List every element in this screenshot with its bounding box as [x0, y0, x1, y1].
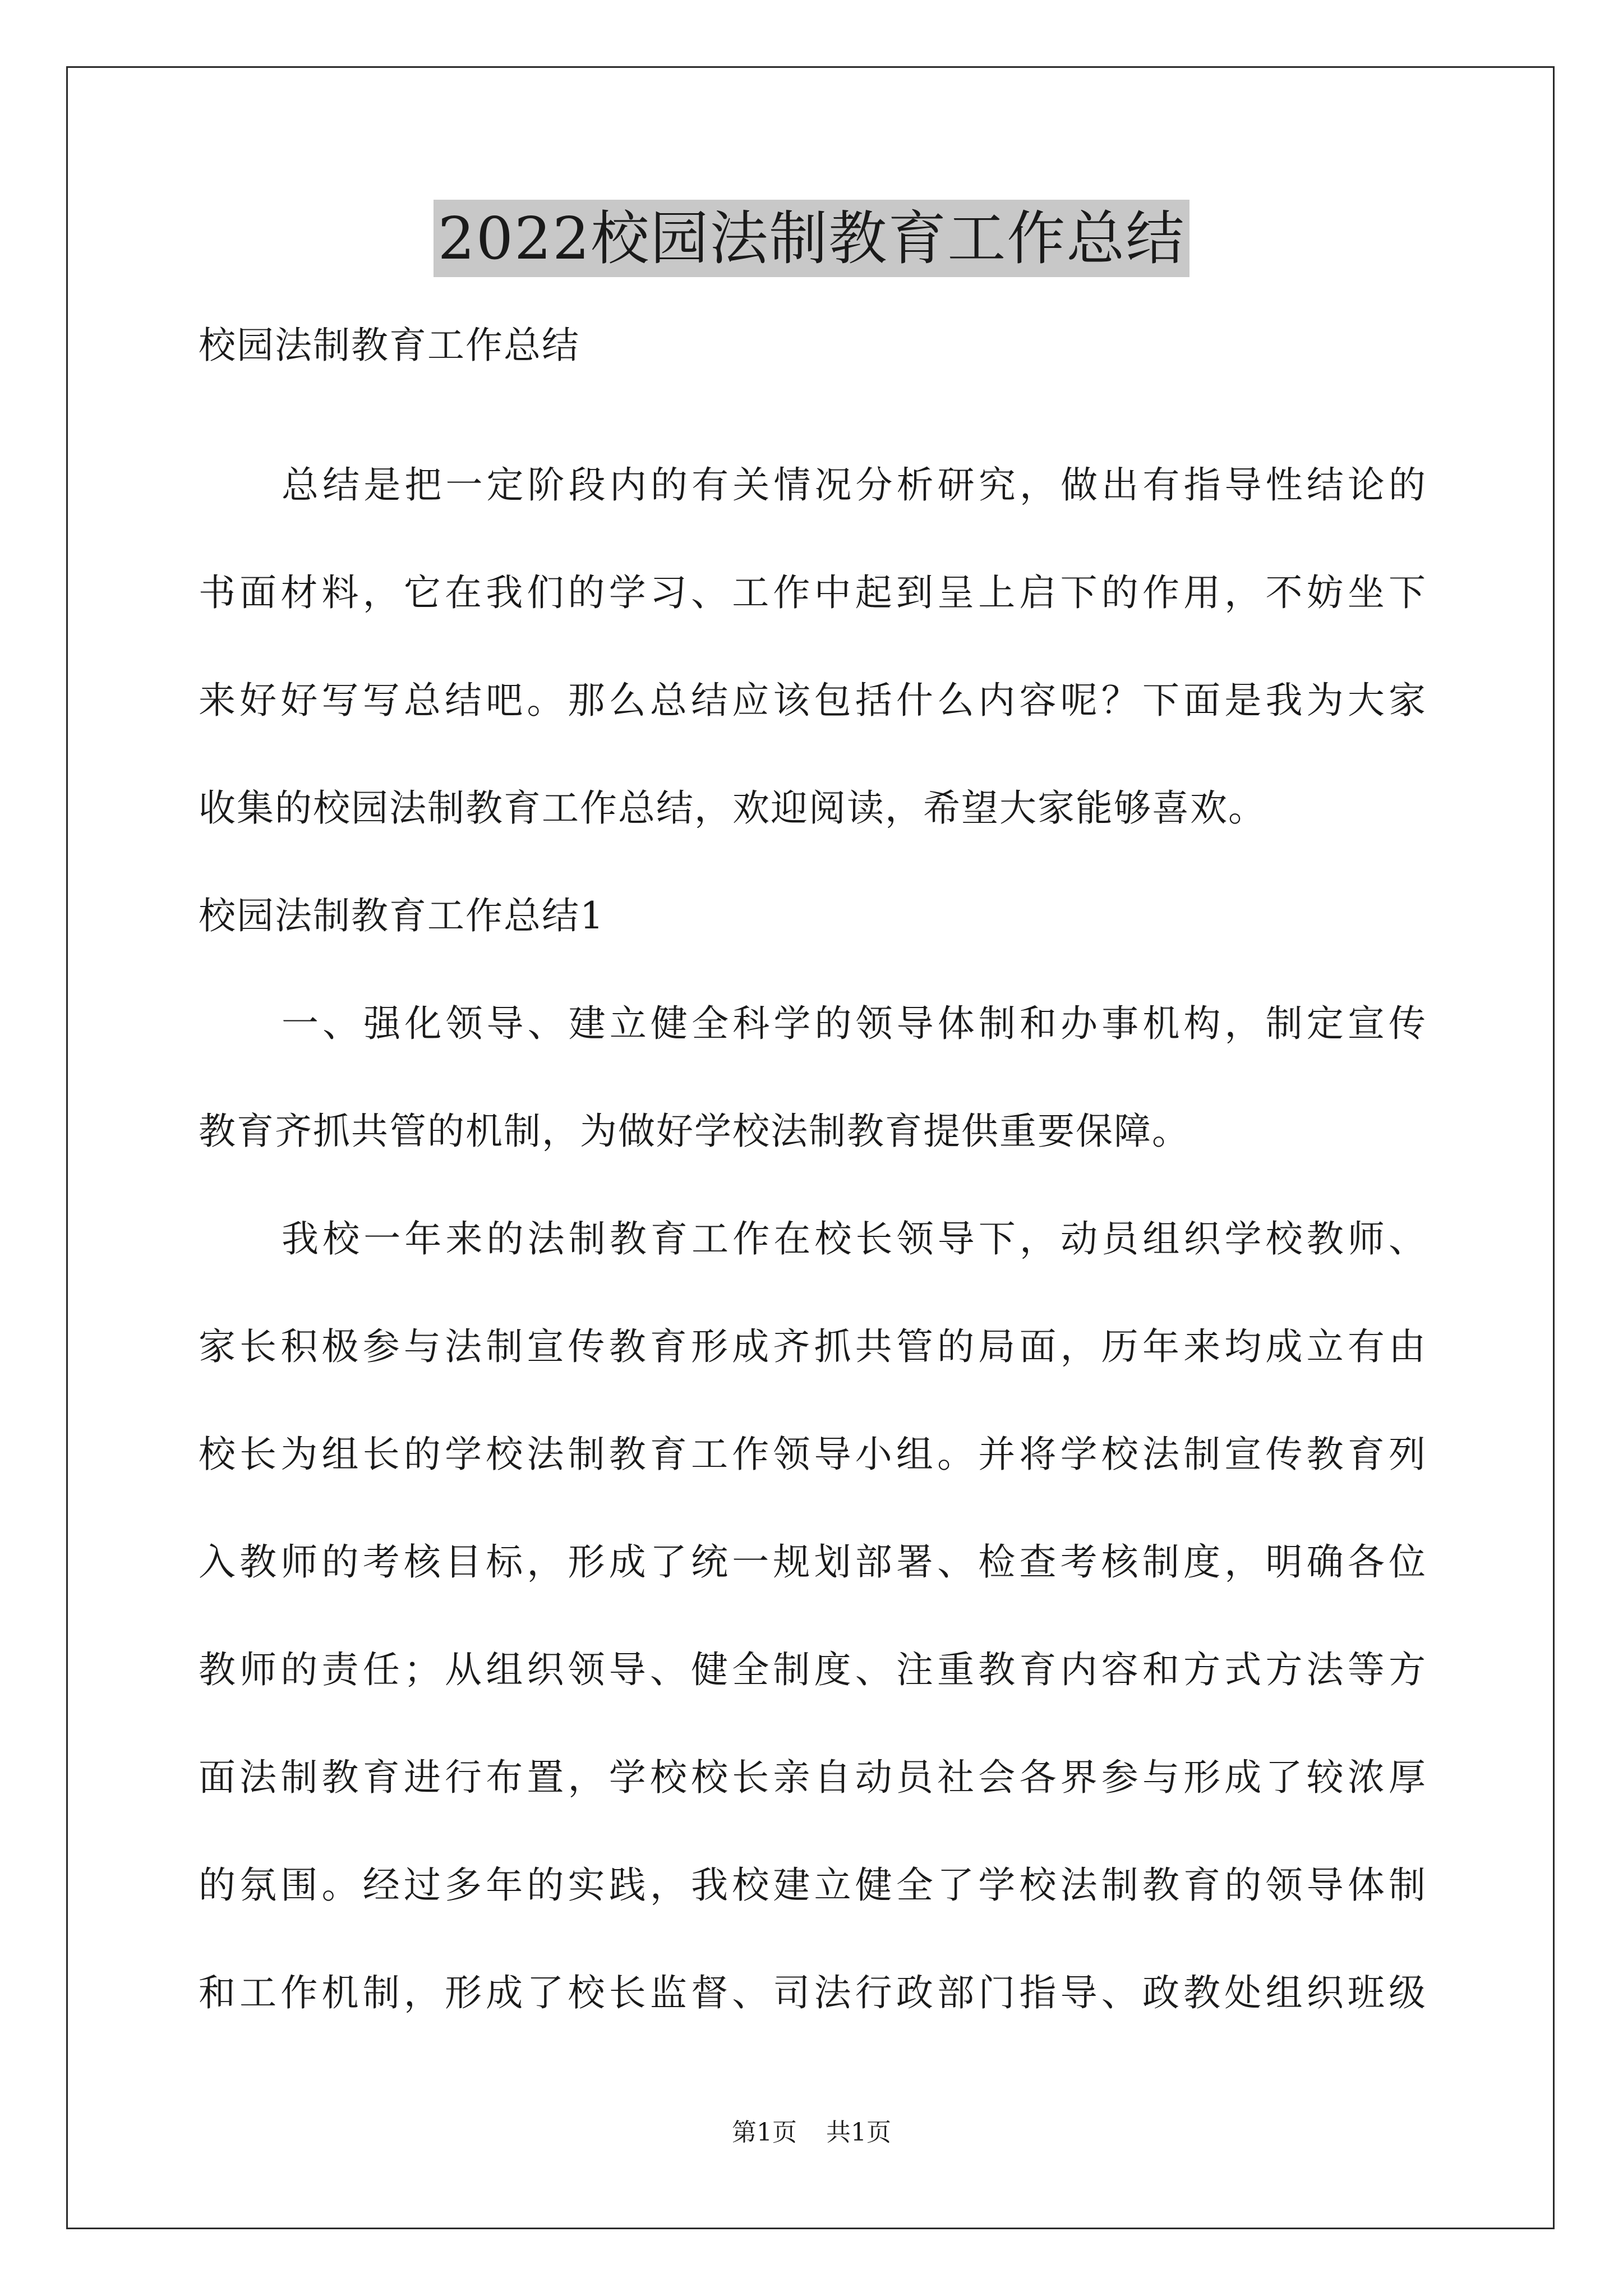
section-heading: 校园法制教育工作总结1: [199, 894, 605, 937]
section2-line-8: 和工作机制，形成了校长监督、司法行政部门指导、政教处组织班级: [199, 1971, 1427, 2014]
section1-line-2: 教育齐抓共管的机制，为做好学校法制教育提供重要保障。: [199, 1110, 1190, 1153]
document-title: 2022校园法制教育工作总结: [434, 200, 1190, 277]
document-subtitle: 校园法制教育工作总结: [199, 324, 580, 367]
section2-line-6: 面法制教育进行布置，学校校长亲自动员社会各界参与形成了较浓厚: [199, 1756, 1427, 1799]
intro-line-1: 总结是把一定阶段内的有关情况分析研究，做出有指导性结论的: [282, 463, 1427, 507]
page-footer: [0, 2116, 1623, 2150]
section2-line-3: 校长为组长的学校法制教育工作领导小组。并将学校法制宣传教育列: [199, 1433, 1427, 1476]
section2-line-1: 我校一年来的法制教育工作在校长领导下，动员组织学校教师、: [282, 1217, 1427, 1260]
intro-line-2: 书面材料，它在我们的学习、工作中起到呈上启下的作用，不妨坐下: [199, 571, 1427, 614]
intro-line-3: 来好好写写总结吧。那么总结应该包括什么内容呢？下面是我为大家: [199, 679, 1427, 722]
section2-line-4: 入教师的考核目标，形成了统一规划部署、检查考核制度，明确各位: [199, 1540, 1427, 1584]
page-number-current: 第1页: [732, 2118, 797, 2147]
section1-line-1: 一、强化领导、建立健全科学的领导体制和办事机构，制定宣传: [282, 1002, 1427, 1045]
section2-line-2: 家长积极参与法制宣传教育形成齐抓共管的局面，历年来均成立有由: [199, 1325, 1427, 1368]
section2-line-7: 的氛围。经过多年的实践，我校建立健全了学校法制教育的领导体制: [199, 1864, 1427, 1907]
section2-line-5: 教师的责任；从组织领导、健全制度、注重教育内容和方式方法等方: [199, 1648, 1427, 1691]
page-number-total: 共1页: [826, 2118, 891, 2147]
intro-line-4: 收集的校园法制教育工作总结，欢迎阅读，希望大家能够喜欢。: [199, 786, 1266, 830]
